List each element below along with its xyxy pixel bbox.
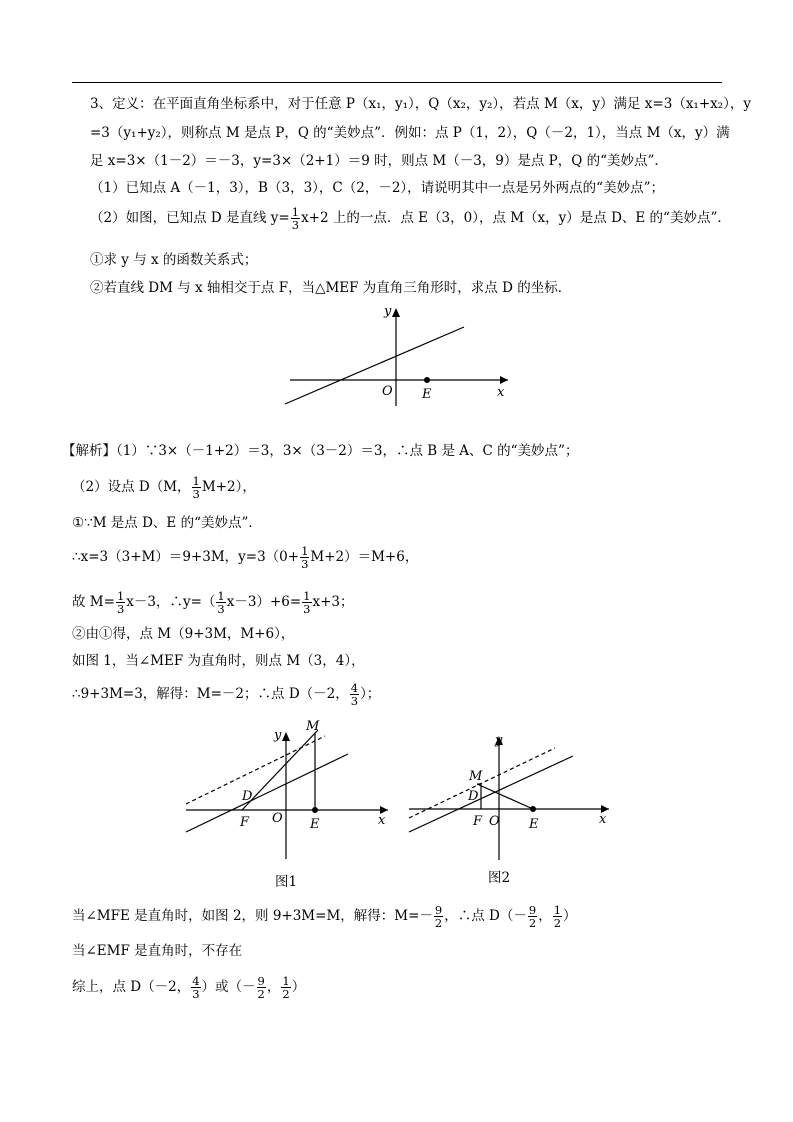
solution-5 (72, 590, 354, 615)
figure-1 (182, 714, 392, 864)
sub-question-1: ①求 y 与 x 的函数关系式； (90, 252, 258, 268)
fig2-o-label: O (489, 814, 500, 829)
solution-11-post: ） (291, 979, 306, 995)
solution-9-pre: 当∠MFE 是直角时，如图 2，则 9+3M=M，解得：M=－ (72, 908, 433, 924)
solution-8-pre: ∴9+3M=3，解得：M=－2；∴点 D（－2， (72, 686, 349, 702)
solution-11-pre: 综上，点 D（－2， (72, 979, 191, 995)
solution-9-mid: ，∴点 D（－ (444, 908, 527, 924)
fig2-y-label: y (495, 733, 503, 748)
header-rule (72, 82, 722, 83)
solution-11-mid2: ， (266, 979, 281, 995)
fraction-one-third: $\frac{1}{3}$ (217, 589, 225, 616)
solution-10: 当∠EMF 是直角时，不存在 (72, 943, 243, 959)
solution-4-pre: ∴x=3（3+M）＝9+3M，y=3（0+ (72, 549, 300, 565)
fraction-one-third: $\frac{1}{3}$ (291, 205, 300, 232)
y-axis-arrow (392, 308, 400, 317)
fig1-d-label: D (242, 789, 253, 804)
fig1-point-e (312, 807, 318, 813)
fig2-m-label: M (469, 769, 483, 784)
solution-2-pre: （2）设点 D（M， (72, 479, 191, 495)
x-label: x (497, 385, 505, 400)
fraction-one-third: $\frac{1}{3}$ (116, 589, 125, 616)
solution-5-mid: x－3，∴y=（ (126, 594, 216, 610)
e-label: E (422, 387, 432, 402)
solution-5-mid2: x－3）+6= (226, 594, 302, 610)
fig2-d-label: D (468, 789, 479, 804)
fraction-one-third: $\frac{1}{3}$ (301, 544, 309, 571)
solution-11-mid: ）或（－ (201, 979, 256, 995)
solution-5-post: x+3； (312, 594, 354, 610)
x-axis-arrow (500, 376, 508, 384)
fig1-x-label: x (378, 813, 386, 828)
sub-question-2: ②若直线 DM 与 x 轴相交于点 F，当△MEF 为直角三角形时，求点 D 的坐标． (90, 280, 572, 296)
problem-line-1: 3、定义：在平面直角坐标系中，对于任意 P（x₁，y₁），Q（x₂，y₂），若点 M（x，y）满足 x=3（x₁+x₂），y (90, 96, 752, 112)
solution-6: ②由①得，点 M（9+3M，M+6）， (72, 626, 295, 642)
fraction-nine-halves: $\frac{9}{2}$ (257, 974, 265, 1001)
fig1-f-label: F (240, 815, 250, 830)
fraction-one-third: $\frac{1}{3}$ (192, 474, 200, 501)
origin-label: O (382, 384, 393, 399)
fig2-x-label: x (599, 812, 607, 827)
solution-5-pre: 故 M= (72, 594, 115, 610)
fraction-four-thirds: $\frac{4}{3}$ (192, 974, 200, 1001)
fraction-one-third: $\frac{1}{3}$ (303, 589, 311, 616)
main-figure (280, 298, 520, 410)
fig1-o-label: O (272, 811, 283, 826)
figure-2 (405, 724, 615, 864)
figure-2-caption: 图2 (488, 870, 511, 886)
problem-line-3: 足 x=3×（1－2）＝－3，y=3×（2+1）＝9 时，则点 M（－3，9）是点 P，Q 的“美妙点”． (90, 153, 668, 169)
fig1-y-arrow (282, 732, 290, 741)
problem-line-2: =3（y₁+y₂），则称点 M 是点 P，Q 的“美妙点”．例如：点 P（1，2），Q（－2，1），当点 M（x，y）满 (90, 125, 730, 141)
fraction-four-thirds: $\frac{4}{3}$ (350, 681, 359, 708)
fig2-e-label: E (529, 817, 539, 832)
fig1-dashed-line (186, 736, 325, 804)
fraction-nine-halves: $\frac{9}{2}$ (434, 903, 443, 930)
solution-8-post: ）； (360, 686, 381, 702)
fraction-nine-halves: $\frac{9}{2}$ (528, 903, 537, 930)
question-2-post: x+2 上的一点．点 E（3，0），点 M（x，y）是点 D、E 的“美妙点”． (301, 210, 731, 226)
fraction-one-half: $\frac{1}{2}$ (282, 974, 290, 1001)
solution-2 (72, 475, 256, 500)
solution-4-post: M+2）＝M+6， (310, 549, 419, 565)
point-e (424, 377, 430, 383)
solution-9-mid2: ， (538, 908, 552, 924)
solution-9 (72, 904, 577, 929)
question-2-pre: （2）如图，已知点 D 是直线 y= (90, 210, 290, 226)
solution-2-post: M+2）， (201, 479, 256, 495)
line-d (285, 327, 464, 404)
y-label: y (384, 304, 392, 319)
solution-7: 如图 1，当∠MEF 为直角时，则点 M（3，4）， (72, 653, 365, 669)
fig1-y-label: y (274, 728, 282, 743)
fig2-f-label: F (473, 814, 483, 829)
solution-11 (72, 975, 305, 1000)
solution-1: 【解析】（1）∵3×（－1+2）＝3，3×（3－2）＝3，∴点 B 是 A、C 的“美妙点”； (62, 443, 579, 459)
solution-8 (72, 682, 380, 707)
fig2-point-e (530, 806, 536, 812)
solution-4 (72, 545, 418, 570)
question-1: （1）已知点 A（－1，3），B（3，3），C（2，－2），请说明其中一点是另外两点的“美妙点”； (90, 180, 664, 196)
fig1-line-d (186, 754, 348, 832)
solution-9-post: ） (563, 908, 577, 924)
fig1-e-label: E (310, 817, 320, 832)
solution-3: ①∵M 是点 D、E 的“美妙点”． (72, 515, 262, 531)
fraction-one-half: $\frac{1}{2}$ (553, 903, 562, 930)
fig1-m-label: M (306, 719, 320, 734)
figure-1-caption: 图1 (275, 874, 298, 890)
question-2 (90, 206, 731, 231)
